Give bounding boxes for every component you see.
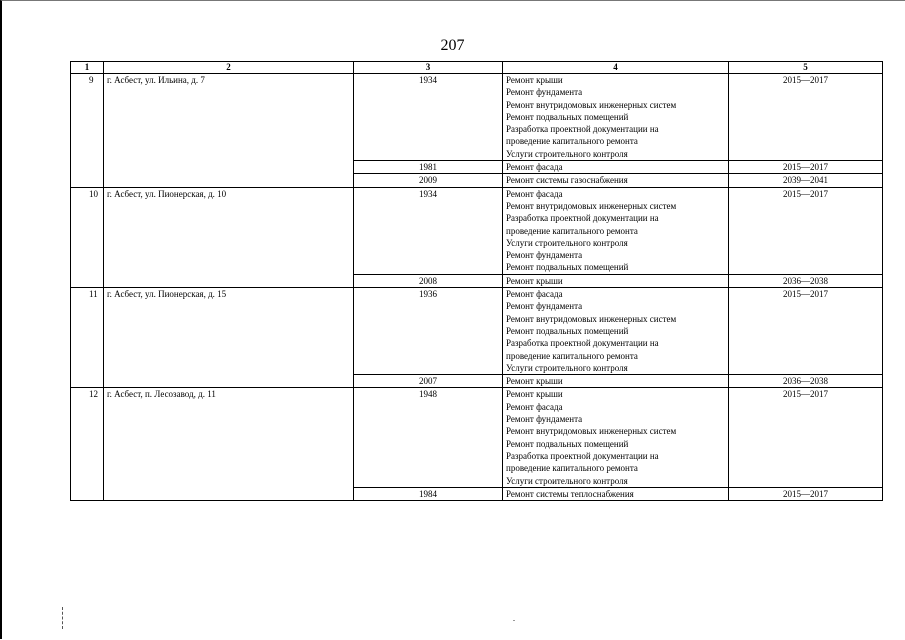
item-number-cell: 11 xyxy=(71,288,104,388)
work-item: проведение капитального ремонта xyxy=(506,350,638,361)
work-item: Ремонт крыши xyxy=(506,389,563,400)
period-cell: 2039—2041 xyxy=(729,174,883,187)
capital-repair-table xyxy=(70,61,883,501)
period-cell: 2015—2017 xyxy=(729,161,883,174)
work-item: Ремонт фасада xyxy=(506,162,563,173)
work-item: проведение капитального ремонта xyxy=(506,463,638,474)
works-cell xyxy=(503,375,729,388)
work-item: Разработка проектной документации на xyxy=(506,124,659,135)
table-row xyxy=(71,187,883,274)
period-cell: 2036—2038 xyxy=(729,274,883,287)
table-row xyxy=(71,74,883,161)
scan-speck xyxy=(513,620,515,621)
item-number-cell: 9 xyxy=(71,74,104,188)
work-item: Услуги строительного контроля xyxy=(506,475,628,486)
address-cell: г. Асбест, ул. Пионерская, д. 15 xyxy=(104,288,354,388)
work-item: Ремонт подвальных помещений xyxy=(506,438,629,449)
item-number-cell: 10 xyxy=(71,187,104,287)
table-row xyxy=(71,288,883,375)
works-cell xyxy=(503,161,729,174)
work-item: Ремонт внутридомовых инженерных систем xyxy=(506,200,677,211)
year-cell: 2007 xyxy=(354,375,503,388)
work-item: Ремонт фундамента xyxy=(506,250,583,261)
work-item: Ремонт крыши xyxy=(506,376,563,387)
address-cell: г. Асбест, ул. Ильина, д. 7 xyxy=(104,74,354,188)
work-item: Ремонт фундамента xyxy=(506,301,583,312)
column-header-4: 4 xyxy=(503,62,729,74)
work-item: Ремонт крыши xyxy=(506,275,563,286)
work-item: Ремонт системы теплоснабжения xyxy=(506,488,634,499)
work-item: Услуги строительного контроля xyxy=(506,362,628,373)
period-cell: 2015—2017 xyxy=(729,187,883,274)
works-cell xyxy=(503,174,729,187)
address-cell: г. Асбест, ул. Пионерская, д. 10 xyxy=(104,187,354,287)
work-item: Ремонт подвальных помещений xyxy=(506,262,629,273)
year-cell: 1934 xyxy=(354,187,503,274)
work-item: Ремонт фасада xyxy=(506,401,563,412)
work-item: Услуги строительного контроля xyxy=(506,148,628,159)
column-header-2: 2 xyxy=(104,62,354,74)
period-cell: 2015—2017 xyxy=(729,388,883,487)
year-cell: 1948 xyxy=(354,388,503,487)
works-cell xyxy=(503,274,729,287)
year-cell: 1984 xyxy=(354,487,503,500)
works-cell xyxy=(503,487,729,500)
work-item: Разработка проектной документации на xyxy=(506,338,659,349)
year-cell: 2008 xyxy=(354,274,503,287)
page-number: 207 xyxy=(440,37,465,54)
works-cell xyxy=(503,288,729,375)
work-item: Ремонт внутридомовых инженерных систем xyxy=(506,313,677,324)
header-row xyxy=(71,62,883,74)
work-item: Разработка проектной документации на xyxy=(506,450,659,461)
works-cell xyxy=(503,74,729,161)
works-cell xyxy=(503,187,729,274)
work-item: Ремонт внутридомовых инженерных систем xyxy=(506,426,677,437)
year-cell: 2009 xyxy=(354,174,503,187)
period-cell: 2015—2017 xyxy=(729,487,883,500)
item-number-cell: 12 xyxy=(71,388,104,501)
work-item: Ремонт системы газоснабжения xyxy=(506,175,628,186)
work-item: проведение капитального ремонта xyxy=(506,225,638,236)
table-row xyxy=(71,388,883,487)
work-item: Ремонт фундамента xyxy=(506,414,583,425)
column-header-1: 1 xyxy=(71,62,104,74)
column-header-3: 3 xyxy=(354,62,503,74)
work-item: Ремонт подвальных помещений xyxy=(506,325,629,336)
works-cell xyxy=(503,388,729,487)
year-cell: 1981 xyxy=(354,161,503,174)
column-header-5: 5 xyxy=(729,62,883,74)
table-body xyxy=(71,74,883,501)
margin-mark xyxy=(62,607,64,629)
work-item: Ремонт подвальных помещений xyxy=(506,111,629,122)
work-item: Ремонт фасада xyxy=(506,188,563,199)
work-item: Ремонт внутридомовых инженерных систем xyxy=(506,99,677,110)
year-cell: 1936 xyxy=(354,288,503,375)
work-item: Ремонт крыши xyxy=(506,75,563,85)
work-item: Ремонт фундамента xyxy=(506,87,583,98)
work-item: Разработка проектной документации на xyxy=(506,213,659,224)
period-cell: 2036—2038 xyxy=(729,375,883,388)
period-cell: 2015—2017 xyxy=(729,288,883,375)
work-item: Ремонт фасада xyxy=(506,289,563,300)
work-item: проведение капитального ремонта xyxy=(506,136,638,147)
work-item: Услуги строительного контроля xyxy=(506,237,628,248)
period-cell: 2015—2017 xyxy=(729,74,883,161)
address-cell: г. Асбест, п. Лесозавод, д. 11 xyxy=(104,388,354,501)
year-cell: 1934 xyxy=(354,74,503,161)
